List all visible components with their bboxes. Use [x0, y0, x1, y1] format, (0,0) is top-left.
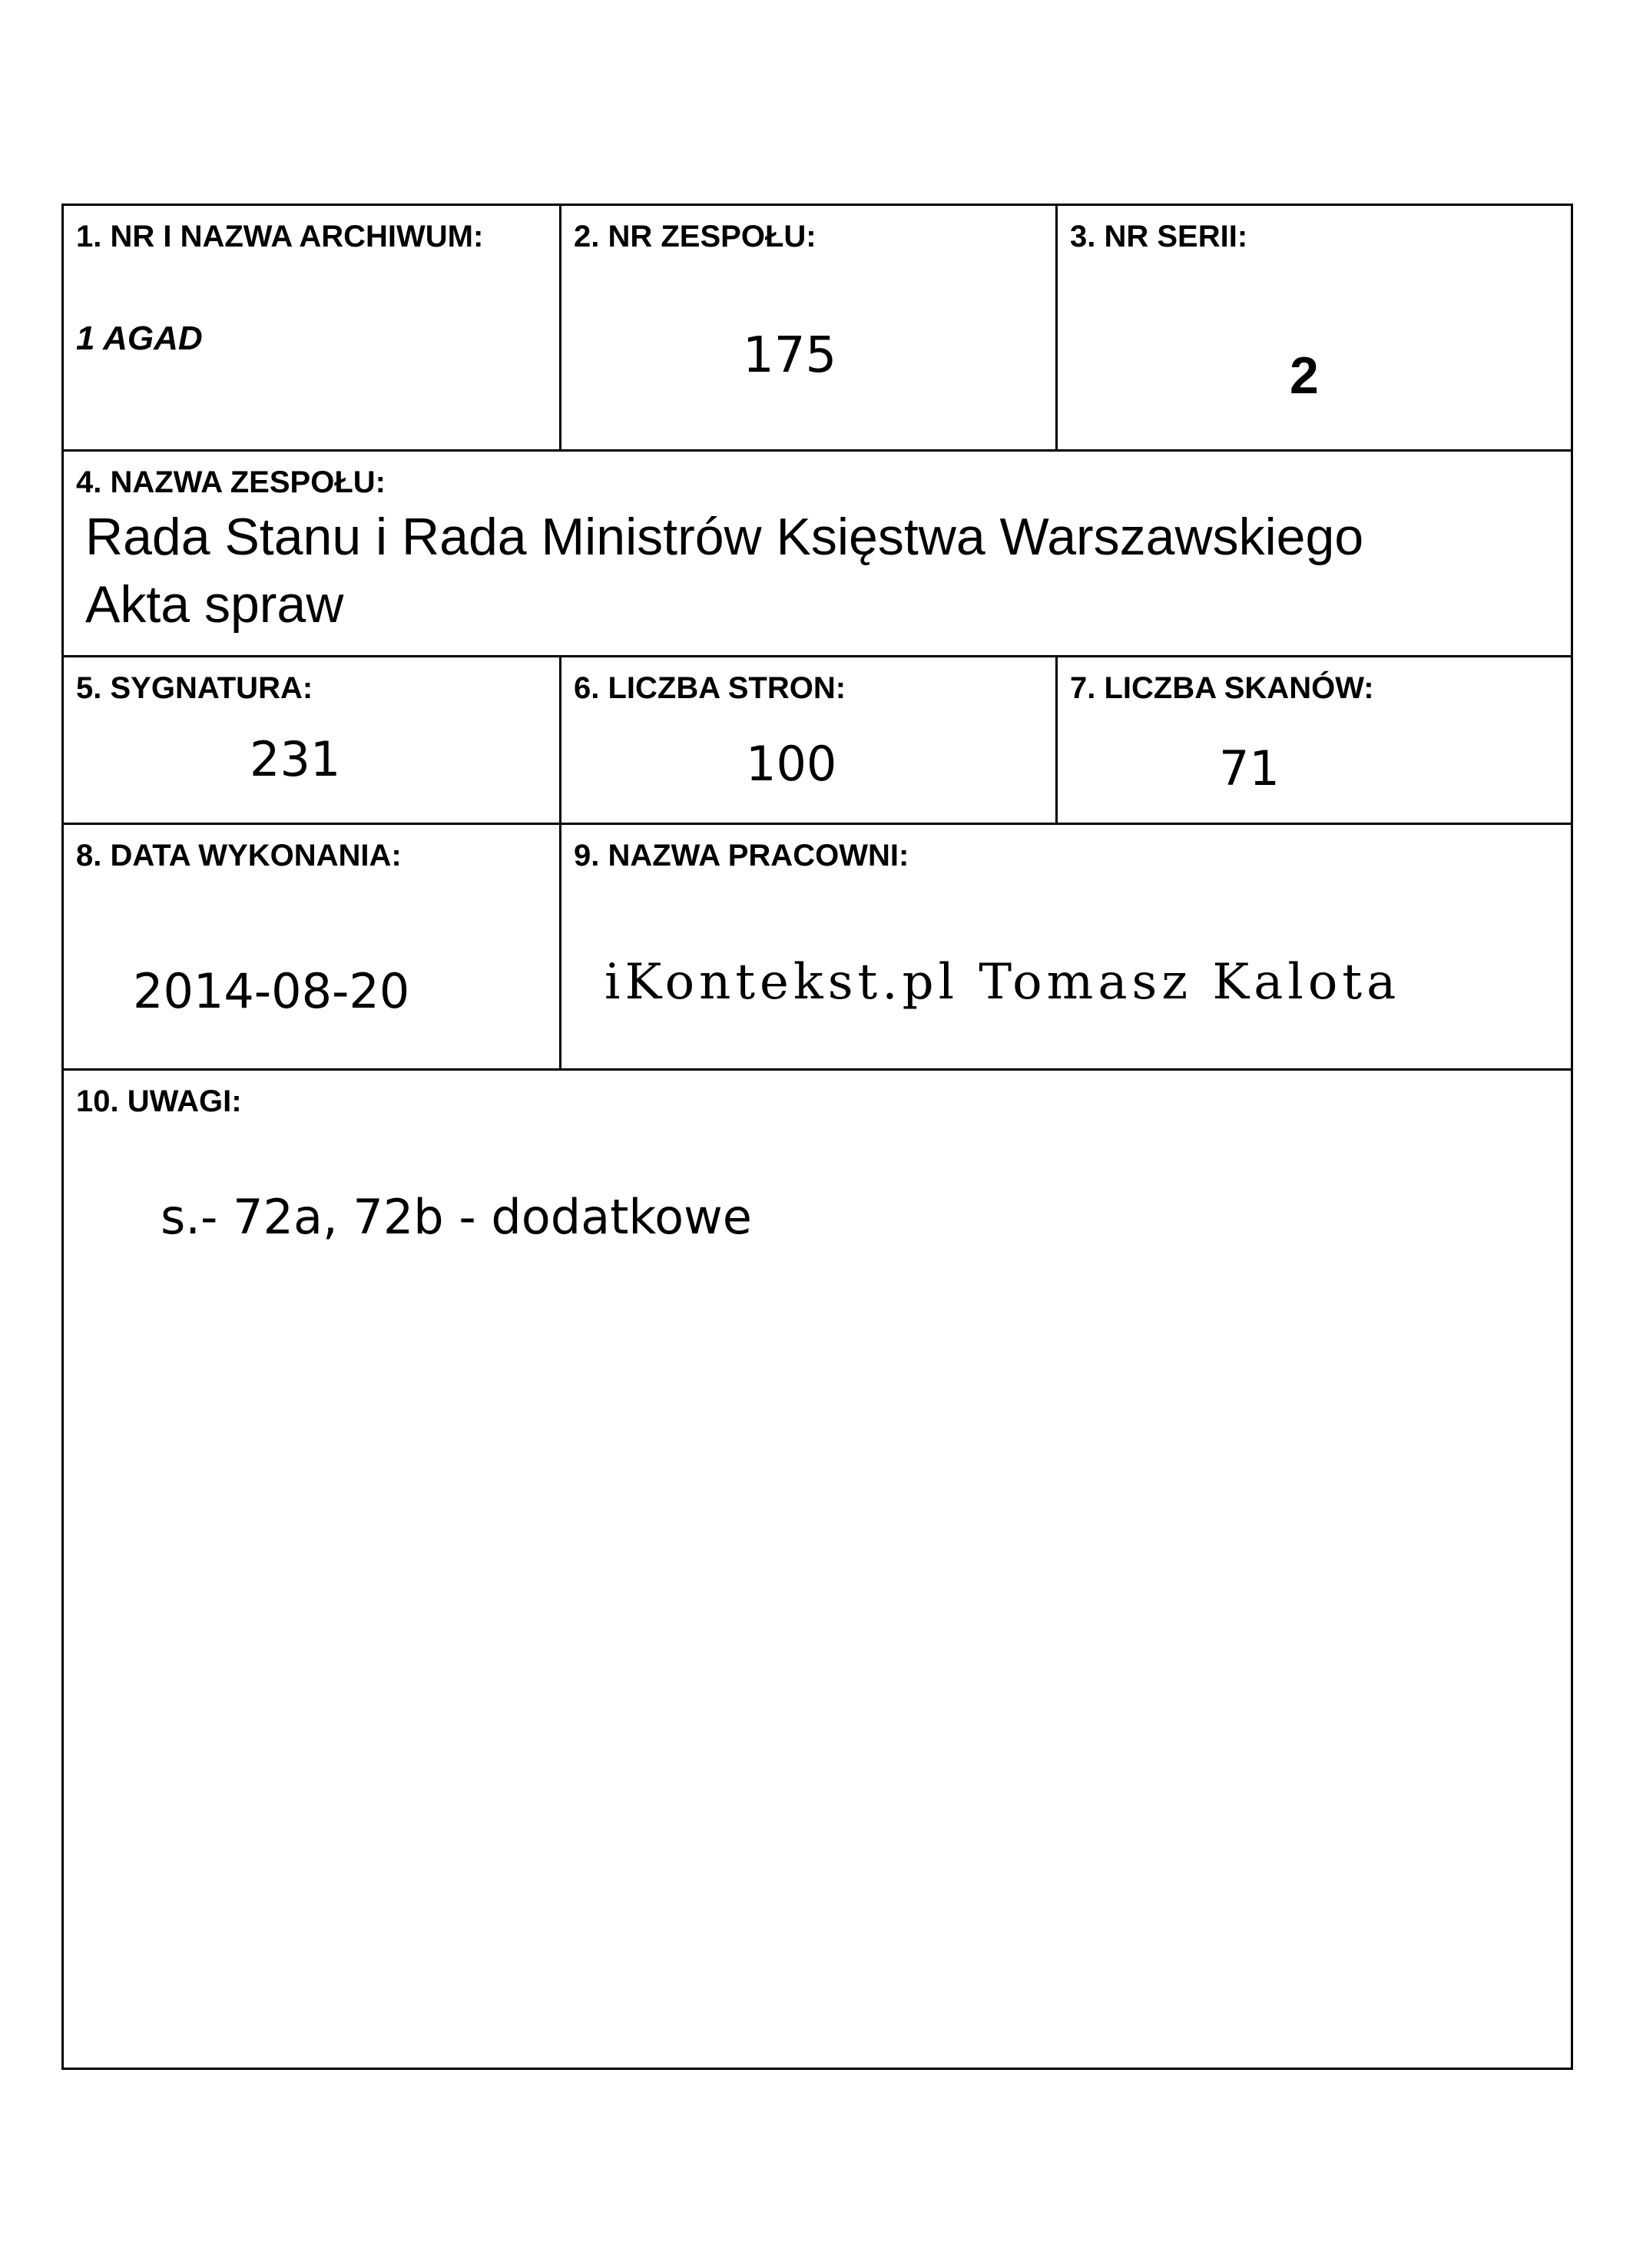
- fonds-name-line1: Rada Stanu i Rada Ministrów Księstwa Warszawskiego: [85, 508, 1364, 566]
- archive-value: 1 AGAD: [76, 320, 203, 357]
- archive-label: 1. NR I NAZWA ARCHIWUM:: [76, 220, 484, 253]
- series-no-label: 3. NR SERII:: [1070, 220, 1248, 253]
- date-label: 8. DATA WYKONANIA:: [76, 839, 402, 872]
- pages-cell: [561, 657, 1058, 825]
- fonds-name-line2: Akta spraw: [85, 575, 344, 634]
- signature-label: 5. SYGNATURA:: [76, 671, 313, 705]
- series-no-value: 2: [1290, 346, 1319, 405]
- fonds-name-cell: [64, 452, 1571, 657]
- signature-cell: [64, 657, 561, 825]
- archive-form: [61, 204, 1573, 2070]
- fonds-no-cell: [561, 206, 1058, 452]
- scans-cell: [1058, 657, 1571, 825]
- studio-label: 9. NAZWA PRACOWNI:: [574, 839, 909, 872]
- signature-value: 231: [250, 731, 341, 787]
- scans-label: 7. LICZBA SKANÓW:: [1070, 671, 1374, 705]
- studio-value: iKontekst.pl Tomasz Kalota: [605, 954, 1401, 1011]
- pages-label: 6. LICZBA STRON:: [574, 671, 846, 705]
- studio-cell: [561, 825, 1571, 1071]
- notes-label: 10. UWAGI:: [76, 1084, 242, 1118]
- notes-value: s.- 72a, 72b - dodatkowe: [161, 1189, 752, 1245]
- fonds-no-label: 2. NR ZESPOŁU:: [574, 220, 816, 253]
- fonds-no-value: 175: [743, 327, 837, 384]
- notes-cell: [64, 1071, 1571, 2068]
- scans-value: 71: [1219, 740, 1280, 796]
- fonds-name-label: 4. NAZWA ZESPOŁU:: [76, 465, 386, 499]
- date-value: 2014-08-20: [133, 963, 410, 1019]
- date-cell: [64, 825, 561, 1071]
- archive-cell: [64, 206, 561, 452]
- pages-value: 100: [746, 736, 837, 792]
- series-no-cell: [1058, 206, 1571, 452]
